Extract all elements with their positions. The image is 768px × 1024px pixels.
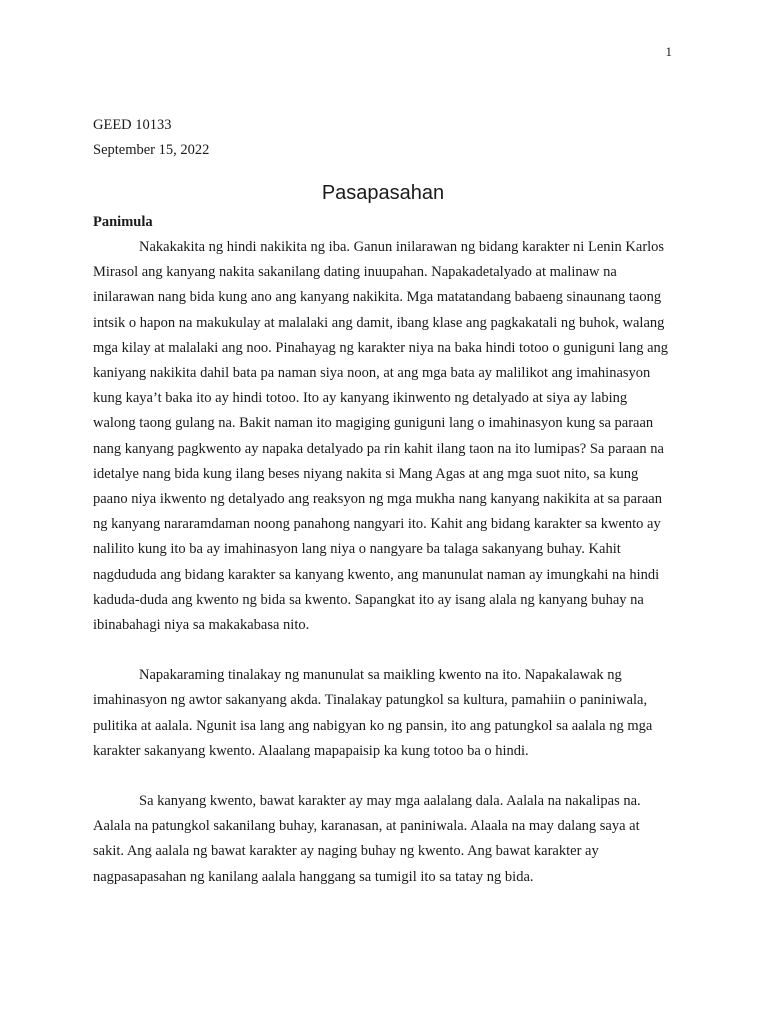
paragraph-gap [93, 638, 673, 663]
paragraph-3: Sa kanyang kwento, bawat karakter ay may mga aalalang dala. Aalala na nakalipas na. Aalala na patungkol sakanilang buhay, karanasan, at paniniwala. Alaala na may dalang saya at sakit. Ang aalala ng bawat karakter ay naging buhay ng kwento. Ang bawat karakter ay nagpasapasahan ng kanilang aalala hanggang sa tumigil ito sa tatay ng bida. [93, 793, 641, 885]
document-date: September 15, 2022 [93, 142, 210, 158]
paragraph-1: Nakakakita ng hindi nakikita ng iba. Ganun inilarawan ng bidang karakter ni Lenin Karlos Mirasol ang kanyang nakita sakanilang dating inuupahan. Napakadetalyado at malinaw na inilarawan nang bida kung ano ang kanyang nakikita. Mga matatandang babaeng sinaunang taong intsik o hapon na makukulay at malalaki ang damit, ibang klase ang pagkakatali ng buhok, walang mga kilay at malalaki ang noo. Pinahayag ng karakter niya na baka hindi totoo o guniguni lang ang kaniyang nakikita dahil bata pa naman siya noon, at ang mga bata ay malilikot ang imahinasyon kung kaya’t baka ito ay hindi totoo. Ito ay kanyang ikinwento ng detalyado at siya ay labing walong taong gulang na. Bakit naman ito magiging guniguni lang o imahinasyon kung sa paraan nang kanyang pagkwento ay napaka detalyado pa rin kahit ilang taon na ito lumipas? Sa paraan na idetalye nang bida kung ilang beses niyang nakita si Mang Agas at ang mga suot nito, sa kung paano niya ikwento ng detalyado ang reaksyon ng mga mukha nang kanyang nakikita at sa paraan ng kanyang nararamdaman noong panahong nangyari ito. Kahit ang bidang karakter sa kwento ay nalilito kung ito ba ay imahinasyon lang niya o nangyare ba talaga sakanyang buhay. Kahit nagdududa ang bidang karakter sa kanyang kwento, ang manunulat naman ay imungkahi na hindi kaduda-duda ang kwento ng bida sa kwento. Sapangkat ito ay isang alala ng kanyang buhay na ibinabahagi niya sa makakabasa nito. [93, 239, 669, 634]
page-number: 1 [665, 44, 672, 59]
section-heading: Panimula [93, 214, 153, 230]
paragraph-2: Napakaraming tinalakay ng manunulat sa maikling kwento na ito. Napakalawak ng imahinasyon ng awtor sakanyang akda. Tinalakay patungkol sa kultura, pamahiin o paniniwala, pulitika at aalala. Ngunit isa lang ang nabigyan ko ng pansin, ito ang patungkol sa aalala ng mga karakter sakanyang kwento. Alaalang mapapaisip ka kung totoo ba o hindi. [93, 667, 653, 759]
document-body [93, 113, 673, 890]
document-title: Pasapasahan [321, 182, 445, 204]
course-code: GEED 10133 [93, 117, 172, 133]
paragraph-gap [93, 764, 673, 789]
